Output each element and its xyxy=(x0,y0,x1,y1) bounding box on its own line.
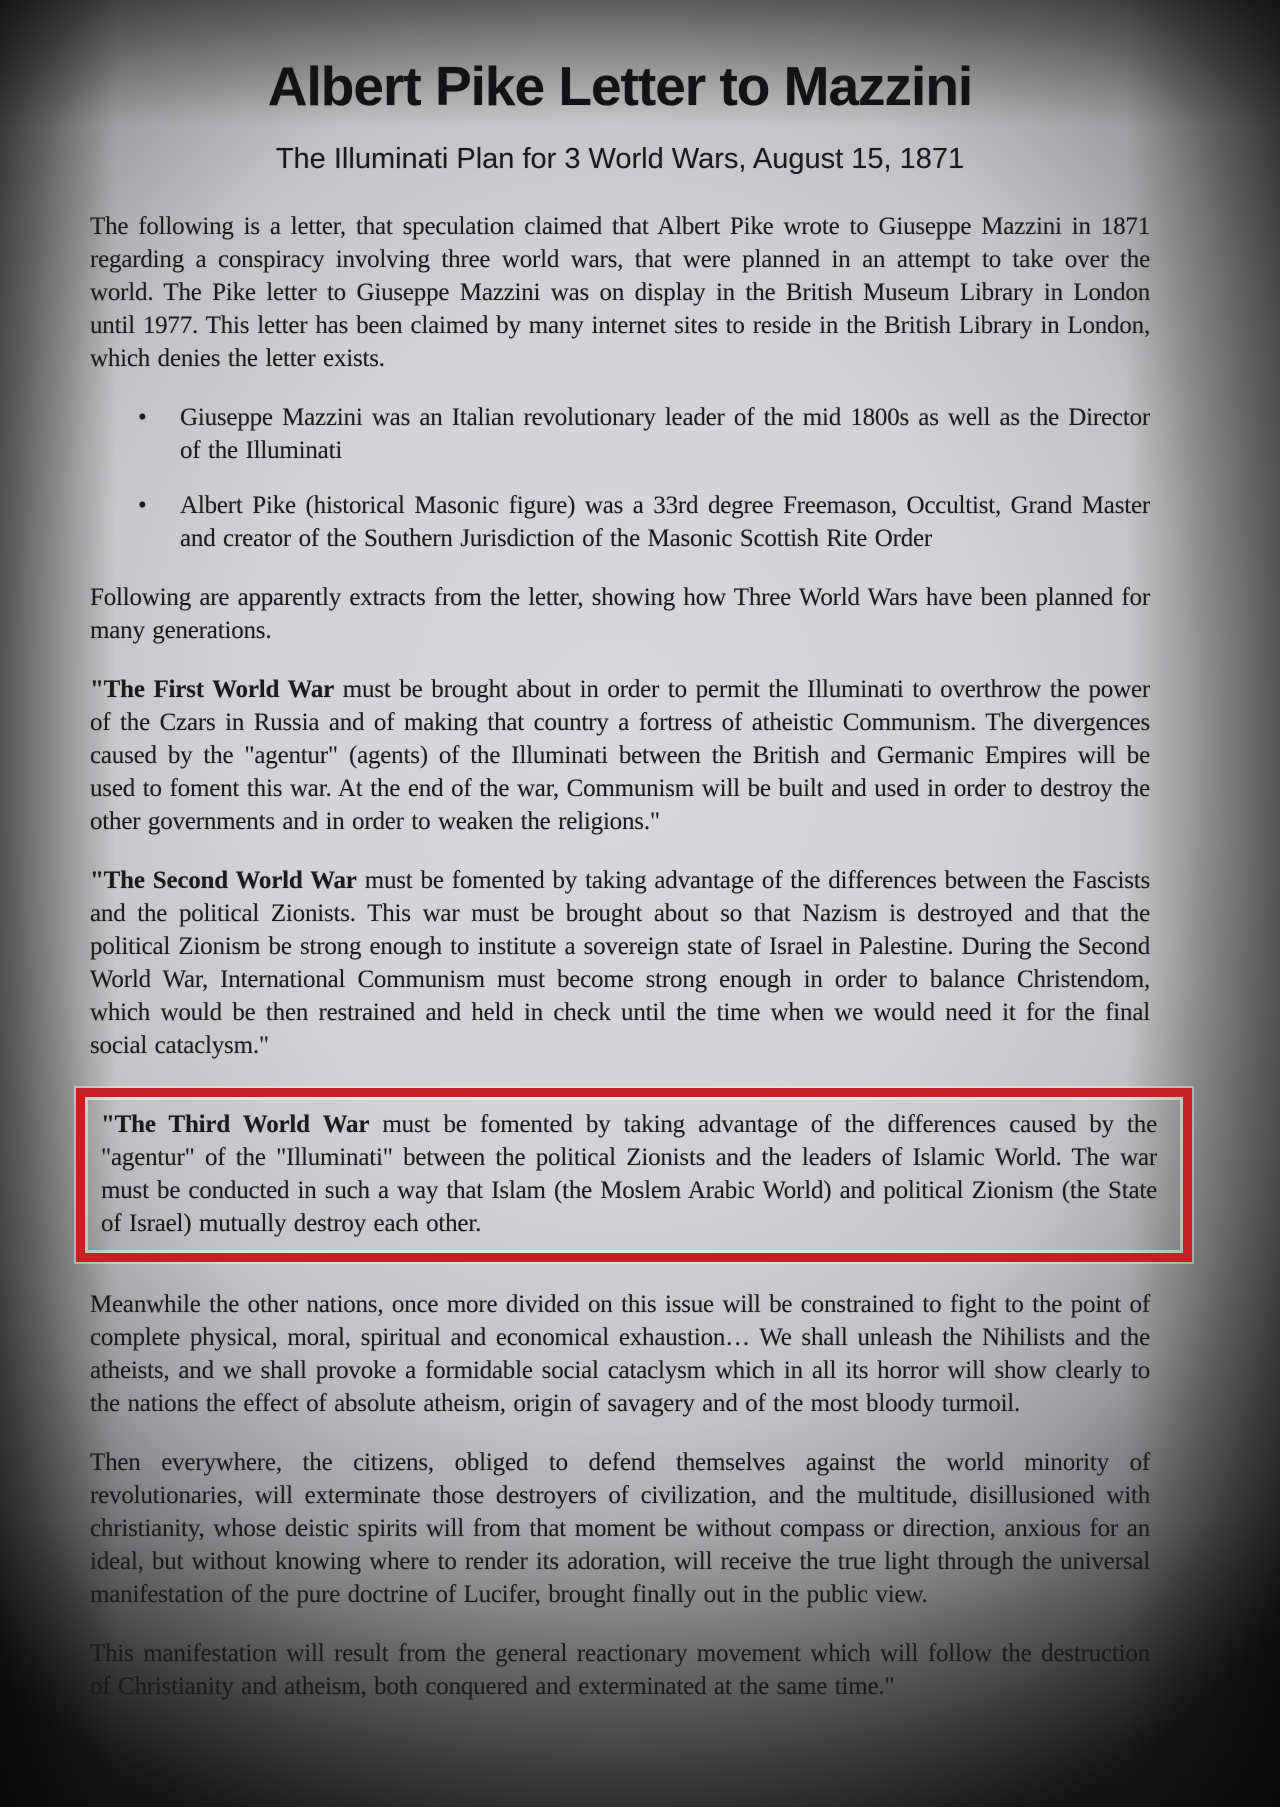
bullet-list xyxy=(90,401,1150,555)
then-everywhere-paragraph: Then everywhere, the citizens, obliged to defend themselves against the world minority of revolutionaries, will exterminate those destroyers of civilization, and the multitude, disillusioned with christianity, whose deistic spirits will from that moment be without compass or direction, anxious for an ideal, but without knowing where to render its adoration, will receive the true light through the universal manifestation of the pure doctrine of Lucifer, brought finally out in the public view. xyxy=(90,1449,1150,1609)
second-world-war-text: must be fomented by taking advantage of the differences between the Fascists and the political Zionists. This war must be brought about so that Nazism is destroyed and that the political Zionism be strong enough to institute a sovereign state of Israel in Palestine. During the Second World War, International Communism must become strong enough in order to balance Christendom, which would be then restrained and held in check until the time when we would need it for the final social cataclysm." xyxy=(90,867,1150,1060)
extracts-intro-paragraph: Following are apparently extracts from the letter, showing how Three World Wars have been planned for many generations. xyxy=(90,584,1150,645)
page-subtitle: The Illuminati Plan for 3 World Wars, August 15, 1871 xyxy=(275,142,965,175)
bullet-item-mazzini: • Giuseppe Mazzini was an Italian revolutionary leader of the mid 1800s as well as the Director of the Illuminati xyxy=(90,401,1150,467)
first-world-war-lead: "The First World War xyxy=(90,676,335,704)
red-highlight-box xyxy=(76,1088,1192,1262)
third-world-war-paragraph xyxy=(101,1108,1157,1240)
page-title: Albert Pike Letter to Mazzini xyxy=(267,55,973,117)
first-world-war-paragraph xyxy=(90,673,1150,838)
third-world-war-lead: "The Third World War xyxy=(101,1111,370,1139)
second-world-war-lead: "The Second World War xyxy=(90,867,357,895)
second-world-war-paragraph xyxy=(90,864,1150,1062)
bullet-item-pike: • Albert Pike (historical Masonic figure) was a 33rd degree Freemason, Occultist, Grand Master and creator of the Southern Jurisdiction of the Masonic Scottish Rite Order xyxy=(90,489,1150,555)
first-world-war-text: must be brought about in order to permit the Illuminati to overthrow the power of the Czars in Russia and of making that country a fortress of atheistic Communism. The divergences caused by the "agentur" (agents) of the Illuminati between the British and Germanic Empires will be used to foment this war. At the end of the war, Communism will be built and used in order to destroy the other governments and in order to weaken the religions." xyxy=(90,676,1150,836)
intro-paragraph: The following is a letter, that speculation claimed that Albert Pike wrote to Giuseppe Mazzini in 1871 regarding a conspiracy involving three world wars, that were planned in an attempt to take over the world. The Pike letter to Giuseppe Mazzini was on display in the British Museum Library in London until 1977. This letter has been claimed by many internet sites to reside in the British Library in London, which denies the letter exists. xyxy=(90,213,1150,373)
meanwhile-paragraph: Meanwhile the other nations, once more divided on this issue will be constrained to fight to the point of complete physical, moral, spiritual and economical exhaustion… We shall unleash the Nihilists and the atheists, and we shall provoke a formidable social cataclysm which in all its horror will show clearly to the nations the effect of absolute atheism, origin of savagery and of the most bloody turmoil. xyxy=(90,1291,1150,1418)
final-paragraph: This manifestation will result from the general reactionary movement which will follow the destruction of Christianity and atheism, both conquered and exterminated at the same time." xyxy=(90,1640,1150,1701)
third-world-war-text: must be fomented by taking advantage of the differences caused by the "agentur" of the "Illuminati" between the political Zionists and the leaders of Islamic World. The war must be conducted in such a way that Islam (the Moslem Arabic World) and political Zionism (the State of Israel) mutually destroy each other. xyxy=(101,1111,1157,1238)
document-body xyxy=(90,210,1157,1703)
